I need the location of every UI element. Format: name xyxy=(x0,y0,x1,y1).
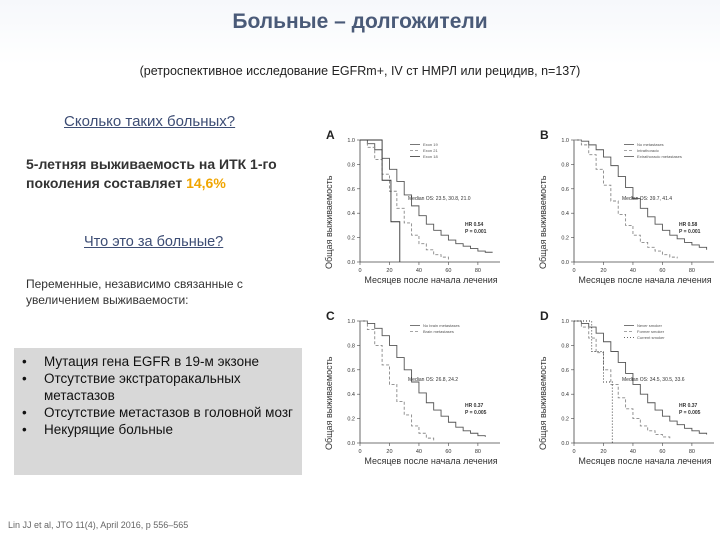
x-tick-label: 40 xyxy=(629,449,637,455)
y-tick-label: 0.6 xyxy=(347,186,355,193)
factors-list xyxy=(14,348,302,438)
legend-label: Never smoker xyxy=(637,323,662,328)
km-panel-d xyxy=(540,309,720,479)
y-tick-label: 0.0 xyxy=(347,260,355,266)
x-tick-label: 80 xyxy=(474,268,481,274)
km-panel-a xyxy=(326,128,516,298)
y-tick-label: 0.0 xyxy=(561,441,569,447)
legend-label: Intrathoracic xyxy=(637,148,660,153)
legend-label: No metastases xyxy=(637,142,664,147)
y-tick-label: 0.2 xyxy=(561,235,569,242)
y-tick-label: 1.0 xyxy=(347,138,355,144)
y-tick-label: 0.6 xyxy=(347,367,355,374)
x-tick-label: 40 xyxy=(415,268,423,274)
km-panel-c xyxy=(326,309,516,479)
km-chart-d xyxy=(552,317,720,457)
p-annotation: P = 0.001 xyxy=(679,229,701,235)
hr-annotation: HR 0.58 xyxy=(679,222,698,228)
y-tick-label: 0.4 xyxy=(347,211,355,218)
slide-subtitle: (ретроспективное исследование EGFRm+, IV ст НМРЛ или рецидив, n=137) xyxy=(139,64,581,78)
median-annotation: Median OS: 26.8, 24.2 xyxy=(408,377,459,383)
x-tick-label: 60 xyxy=(659,449,666,455)
question-how-many: Сколько таких больных? xyxy=(64,113,236,130)
hr-annotation: HR 0.37 xyxy=(679,403,698,409)
survival-curve xyxy=(360,140,400,262)
x-axis-label: Месяцев после начала лечения xyxy=(364,275,498,285)
panel-letter: C xyxy=(326,309,335,323)
y-tick-label: 0.8 xyxy=(347,343,355,350)
median-annotation: Median OS: 39.7, 41.4 xyxy=(622,196,673,202)
km-chart-a xyxy=(338,136,518,276)
survival-statement xyxy=(26,155,316,193)
hr-annotation: HR 0.37 xyxy=(465,403,484,409)
panel-letter: A xyxy=(326,128,335,142)
x-tick-label: 40 xyxy=(629,268,637,274)
x-tick-label: 80 xyxy=(688,268,695,274)
survival-value: 14,6% xyxy=(186,175,226,191)
factors-box xyxy=(14,348,302,475)
y-tick-label: 1.0 xyxy=(347,319,355,325)
x-tick-label: 60 xyxy=(445,449,452,455)
survival-text: 5-летняя выживаемость на ИТК 1-го поколения составляет xyxy=(26,156,277,191)
legend-label: Current smoker xyxy=(637,335,665,340)
y-tick-label: 0.8 xyxy=(347,162,355,169)
y-axis-label: Общая выживаемость xyxy=(324,175,334,269)
median-annotation: Median OS: 34.5, 30.5, 33.6 xyxy=(622,377,685,383)
x-tick-label: 20 xyxy=(600,268,607,274)
p-annotation: P = 0.005 xyxy=(679,410,701,416)
factor-item: • Отсутствие метастазов в головной мозг xyxy=(44,404,302,421)
x-tick-label: 80 xyxy=(688,449,695,455)
x-tick-label: 0 xyxy=(572,449,576,455)
panel-letter: D xyxy=(540,309,549,323)
legend-label: Exon 18 xyxy=(423,154,438,159)
y-tick-label: 0.2 xyxy=(561,416,569,423)
km-chart-c xyxy=(338,317,518,457)
y-tick-label: 0.0 xyxy=(347,441,355,447)
variables-text: Переменные, независимо связанные с увеличением выживаемости: xyxy=(26,277,243,307)
legend-label: Former smoker xyxy=(637,329,665,334)
y-tick-label: 0.4 xyxy=(561,392,569,399)
factor-item: • Некурящие больные xyxy=(44,421,302,438)
km-chart-b xyxy=(552,136,720,276)
x-axis-label: Месяцев после начала лечения xyxy=(578,456,712,466)
x-tick-label: 0 xyxy=(572,268,576,274)
hr-annotation: HR 0.54 xyxy=(465,222,484,228)
x-tick-label: 0 xyxy=(358,449,362,455)
reference: Lin JJ et al, JTO 11(4), April 2016, p 556–565 xyxy=(8,520,189,530)
y-tick-label: 1.0 xyxy=(561,138,569,144)
x-tick-label: 60 xyxy=(659,268,666,274)
x-tick-label: 20 xyxy=(386,268,393,274)
y-tick-label: 0.2 xyxy=(347,416,355,423)
p-annotation: P = 0.005 xyxy=(465,410,487,416)
median-annotation: Median OS: 23.5, 30.8, 21.0 xyxy=(408,196,471,202)
y-tick-label: 0.6 xyxy=(561,186,569,193)
y-tick-label: 0.8 xyxy=(561,343,569,350)
legend-label: Extrathoracic metastases xyxy=(637,154,682,159)
y-tick-label: 1.0 xyxy=(561,319,569,325)
y-tick-label: 0.8 xyxy=(561,162,569,169)
x-tick-label: 80 xyxy=(474,449,481,455)
legend-label: Exon 19 xyxy=(423,142,438,147)
factor-item: • Отсутствие экстраторакальных метастазов xyxy=(44,370,302,404)
y-tick-label: 0.6 xyxy=(561,367,569,374)
x-tick-label: 0 xyxy=(358,268,362,274)
y-tick-label: 0.4 xyxy=(561,211,569,218)
y-axis-label: Общая выживаемость xyxy=(538,356,548,450)
factor-item: • Мутация гена EGFR в 19-м экзоне xyxy=(44,353,302,370)
x-axis-label: Месяцев после начала лечения xyxy=(578,275,712,285)
y-axis-label: Общая выживаемость xyxy=(324,356,334,450)
km-panel-b xyxy=(540,128,720,298)
x-tick-label: 20 xyxy=(600,449,607,455)
y-tick-label: 0.0 xyxy=(561,260,569,266)
x-tick-label: 60 xyxy=(445,268,452,274)
x-tick-label: 20 xyxy=(386,449,393,455)
legend-label: Brain metastases xyxy=(423,329,454,334)
survival-curve xyxy=(574,321,612,443)
legend-label: Exon 21 xyxy=(423,148,438,153)
y-axis-label: Общая выживаемость xyxy=(538,175,548,269)
x-axis-label: Месяцев после начала лечения xyxy=(364,456,498,466)
panel-letter: B xyxy=(540,128,549,142)
slide-title: Больные – долгожители xyxy=(232,10,488,33)
y-tick-label: 0.2 xyxy=(347,235,355,242)
y-tick-label: 0.4 xyxy=(347,392,355,399)
question-who: Что это за больные? xyxy=(84,234,224,250)
legend-label: No brain metastases xyxy=(423,323,460,328)
x-tick-label: 40 xyxy=(415,449,423,455)
p-annotation: P = 0.001 xyxy=(465,229,487,235)
